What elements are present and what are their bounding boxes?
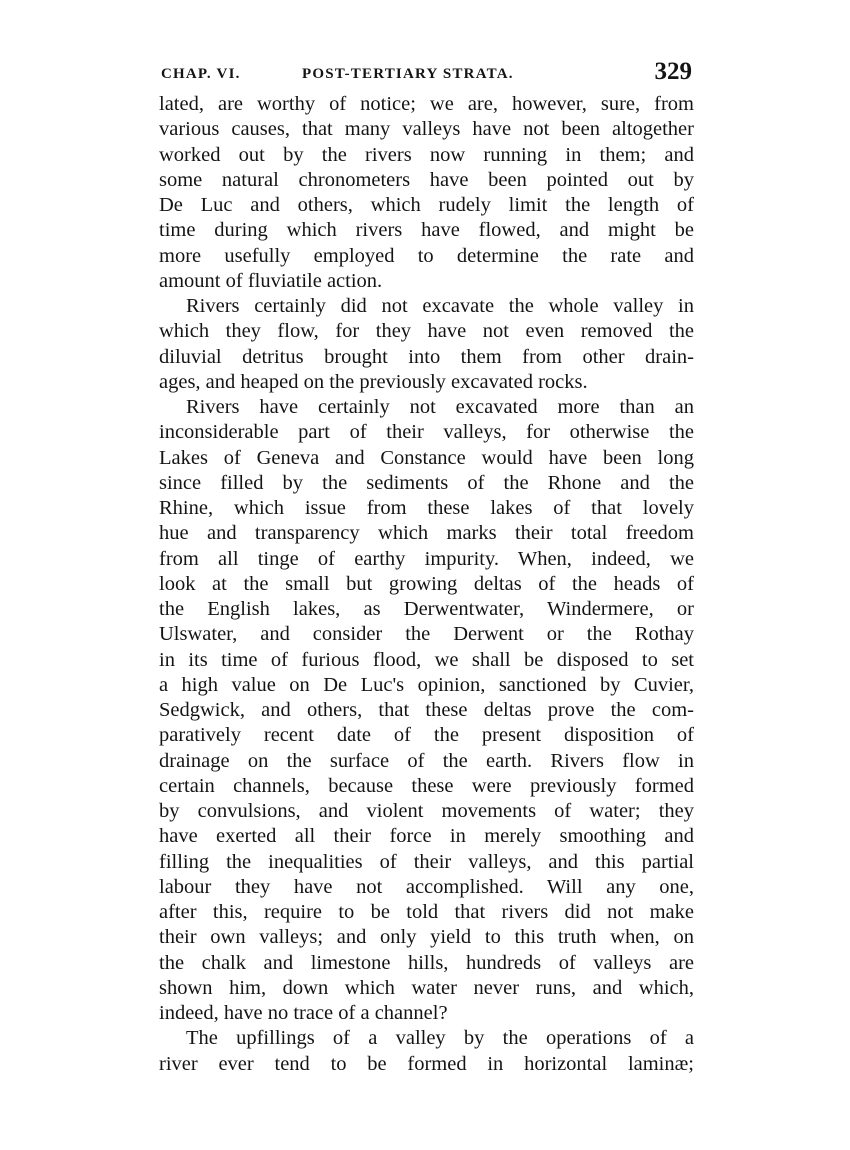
text-line: inconsiderable part of their valleys, for otherwise the (159, 421, 694, 444)
text-line: Ulswater, and consider the Derwent or the Rothay (159, 623, 694, 646)
text-line: hue and transparency which marks their total freedom (159, 522, 694, 545)
text-line: the English lakes, as Derwentwater, Windermere, or (159, 598, 694, 620)
running-title: POST-TERTIARY STRATA. (302, 66, 514, 82)
text-line: shown him, down which water never runs, and which, (159, 976, 694, 999)
text-line: lated, are worthy of notice; we are, however, sure, from (159, 93, 694, 115)
text-line: look at the small but growing deltas of the heads of (159, 572, 694, 595)
text-line: De Luc and others, which rudely limit the length of (159, 194, 694, 216)
text-line: the chalk and limestone hills, hundreds of valleys are (159, 951, 694, 974)
text-line: since filled by the sediments of the Rhone and the (159, 471, 694, 494)
text-line: diluvial detritus brought into them from other drain- (159, 345, 694, 368)
text-line: Lakes of Geneva and Constance would have been long (159, 446, 694, 469)
text-line: river ever tend to be formed in horizontal laminæ; (159, 1052, 694, 1075)
text-line: a high value on De Luc's opinion, sanctioned by Cuvier, (159, 673, 694, 696)
text-line: indeed, have no trace of a channel? (159, 1002, 448, 1024)
text-line: drainage on the surface of the earth. Rivers flow in (159, 749, 694, 772)
text-line: worked out by the rivers now running in them; and (159, 143, 694, 166)
text-line: their own valleys; and only yield to this truth when, on (159, 926, 694, 949)
running-head (161, 58, 696, 86)
chapter-label: CHAP. VI. (161, 66, 241, 82)
text-line: more usefully employed to determine the rate and (159, 244, 694, 267)
text-line: certain channels, because these were previously formed (159, 774, 694, 797)
text-line: some natural chronometers have been pointed out by (159, 168, 694, 191)
text-line: filling the inequalities of their valleys, and this partial (159, 850, 694, 873)
text-line: in its time of furious flood, we shall be disposed to set (159, 648, 694, 671)
text-line: Rivers certainly did not excavate the whole valley in (186, 295, 694, 317)
text-line: amount of fluviatile action. (159, 269, 383, 292)
text-line: have exerted all their force in merely smoothing and (159, 825, 694, 848)
text-line: ages, and heaped on the previously excavated rocks. (159, 370, 588, 393)
text-line: various causes, that many valleys have not been altogether (159, 118, 694, 141)
text-line: time during which rivers have flowed, and might be (159, 219, 694, 242)
text-line: from all tinge of earthy impurity. When, indeed, we (159, 547, 694, 570)
body-text (159, 92, 694, 1077)
text-line: Rhine, which issue from these lakes of that lovely (159, 497, 694, 519)
text-line: by convulsions, and violent movements of water; they (159, 800, 694, 822)
text-line: which they flow, for they have not even removed the (159, 320, 694, 343)
text-line: Rivers have certainly not excavated more than an (186, 396, 694, 418)
page-number: 329 (654, 58, 692, 85)
text-line: The upfillings of a valley by the operations of a (186, 1027, 694, 1050)
text-line: Sedgwick, and others, that these deltas prove the com- (159, 699, 694, 721)
text-line: after this, require to be told that rivers did not make (159, 901, 694, 923)
text-line: labour they have not accomplished. Will any one, (159, 875, 694, 898)
text-line: paratively recent date of the present disposition of (159, 724, 694, 747)
